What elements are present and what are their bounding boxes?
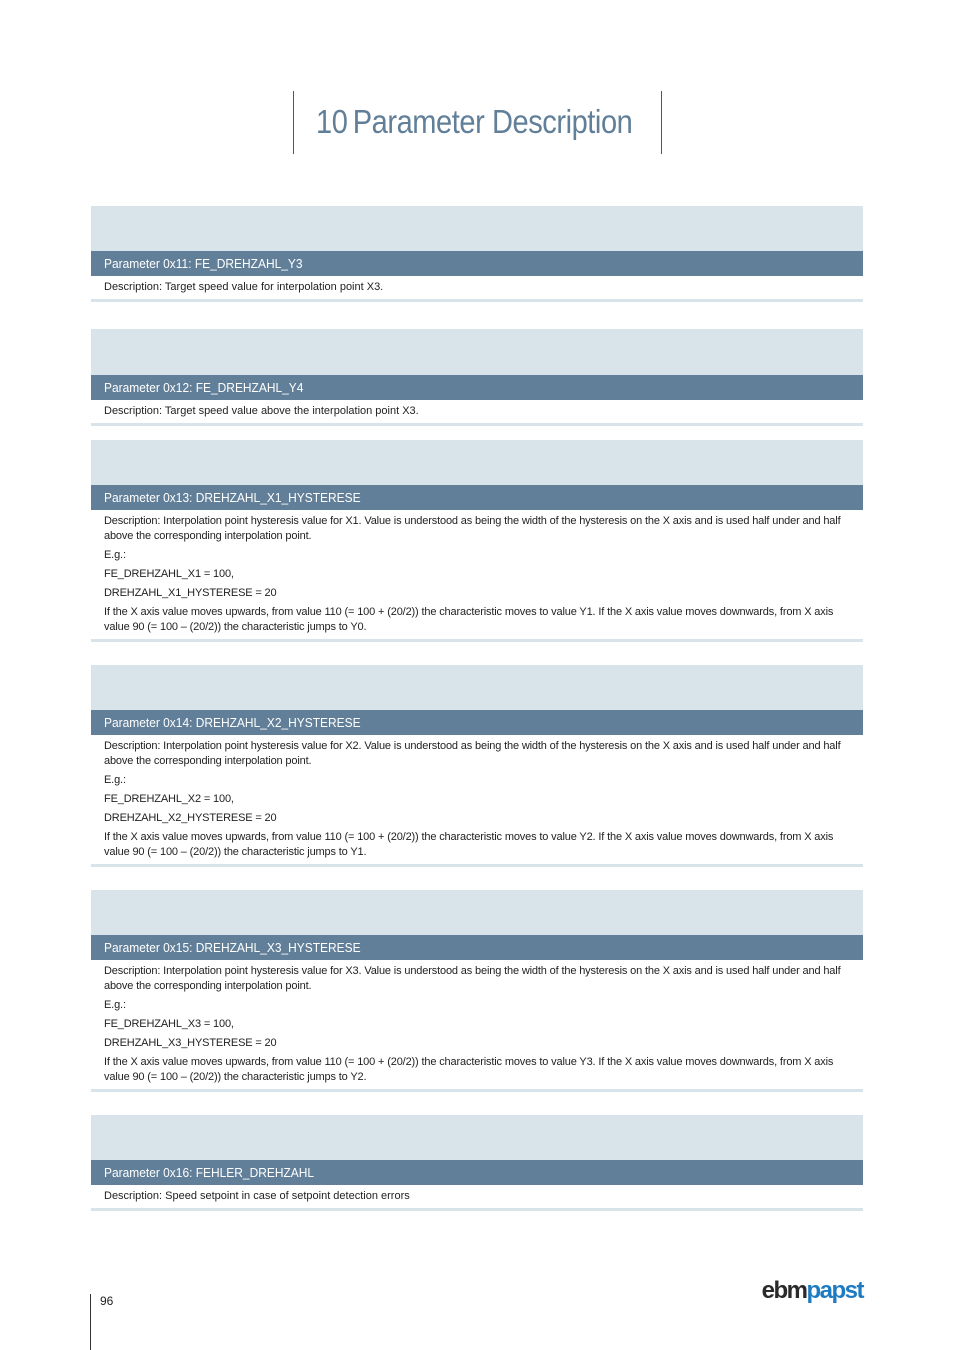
page-number: 96 (100, 1294, 114, 1308)
parameter-description: Description: Target speed value for interpolation point X3. (104, 281, 384, 293)
example-line: DREHZAHL_X1_HYSTERESE = 20 (104, 587, 277, 599)
parameter-header: Parameter 0x13: DREHZAHL_X1_HYSTERESE (91, 485, 863, 510)
example-label: E.g.: (104, 774, 126, 786)
parameter-header: Parameter 0x15: DREHZAHL_X3_HYSTERESE (91, 935, 863, 960)
example-label: E.g.: (104, 999, 126, 1011)
chapter-number: 10 (316, 103, 348, 140)
parameter-header: Parameter 0x12: FE_DREHZAHL_Y4 (91, 375, 863, 400)
chapter-title (316, 103, 632, 141)
parameter-header: Parameter 0x14: DREHZAHL_X2_HYSTERESE (91, 710, 863, 735)
parameter-description: Description: Interpolation point hysteresis value for X2. Value is understood as being the width of the hysteresis on the X axis and is used half under and half above the corresponding interpolation point. (104, 740, 841, 767)
example-explanation: If the X axis value moves upwards, from value 110 (= 100 + (20/2)) the characteristic moves to value Y1. If the X axis value moves downwards, from X axis value 90 (= 100 – (20/2)) the characteristic jumps to Y0. (104, 606, 834, 633)
parameter-header: Parameter 0x16: FEHLER_DREHZAHL (91, 1160, 863, 1185)
parameter-block-0x14 (91, 665, 863, 867)
parameter-band (91, 440, 863, 485)
parameter-header: Parameter 0x11: FE_DREHZAHL_Y3 (91, 251, 863, 276)
ebmpapst-logo (762, 1277, 863, 1305)
example-line: DREHZAHL_X2_HYSTERESE = 20 (104, 812, 277, 824)
parameter-band (91, 665, 863, 710)
parameter-block-0x15 (91, 890, 863, 1092)
parameter-body (91, 400, 863, 426)
parameter-block-0x11 (91, 206, 863, 302)
example-line: DREHZAHL_X3_HYSTERESE = 20 (104, 1037, 277, 1049)
chapter-title-box (293, 91, 662, 154)
parameter-block-0x13 (91, 440, 863, 642)
parameter-description: Description: Target speed value above the interpolation point X3. (104, 405, 419, 417)
parameter-block-0x12 (91, 329, 863, 426)
parameter-band (91, 1115, 863, 1160)
chapter-title-text: Parameter Description (352, 103, 633, 140)
logo-part-ebm: ebm (761, 1277, 807, 1304)
parameter-band (91, 329, 863, 375)
parameter-body (91, 735, 863, 867)
parameter-body (91, 960, 863, 1092)
logo-part-papst: papst (806, 1277, 863, 1304)
footer-divider (90, 1294, 91, 1350)
parameter-description: Description: Interpolation point hysteresis value for X3. Value is understood as being the width of the hysteresis on the X axis and is used half under and half above the corresponding interpolation point. (104, 965, 841, 992)
example-line: FE_DREHZAHL_X2 = 100, (104, 793, 234, 805)
parameter-description: Description: Interpolation point hysteresis value for X1. Value is understood as being the width of the hysteresis on the X axis and is used half under and half above the corresponding interpolation point. (104, 515, 841, 542)
example-explanation: If the X axis value moves upwards, from value 110 (= 100 + (20/2)) the characteristic moves to value Y2. If the X axis value moves downwards, from X axis value 90 (= 100 – (20/2)) the characteristic jumps to Y1. (104, 831, 834, 858)
example-line: FE_DREHZAHL_X3 = 100, (104, 1018, 234, 1030)
parameter-body (91, 510, 863, 642)
parameter-body (91, 276, 863, 302)
parameter-body (91, 1185, 863, 1211)
parameter-band (91, 206, 863, 251)
example-label: E.g.: (104, 549, 126, 561)
parameter-block-0x16 (91, 1115, 863, 1211)
parameter-band (91, 890, 863, 935)
parameter-description: Description: Speed setpoint in case of setpoint detection errors (104, 1190, 410, 1202)
example-explanation: If the X axis value moves upwards, from value 110 (= 100 + (20/2)) the characteristic moves to value Y3. If the X axis value moves downwards, from X axis value 90 (= 100 – (20/2)) the characteristic jumps to Y2. (104, 1056, 834, 1083)
example-line: FE_DREHZAHL_X1 = 100, (104, 568, 234, 580)
